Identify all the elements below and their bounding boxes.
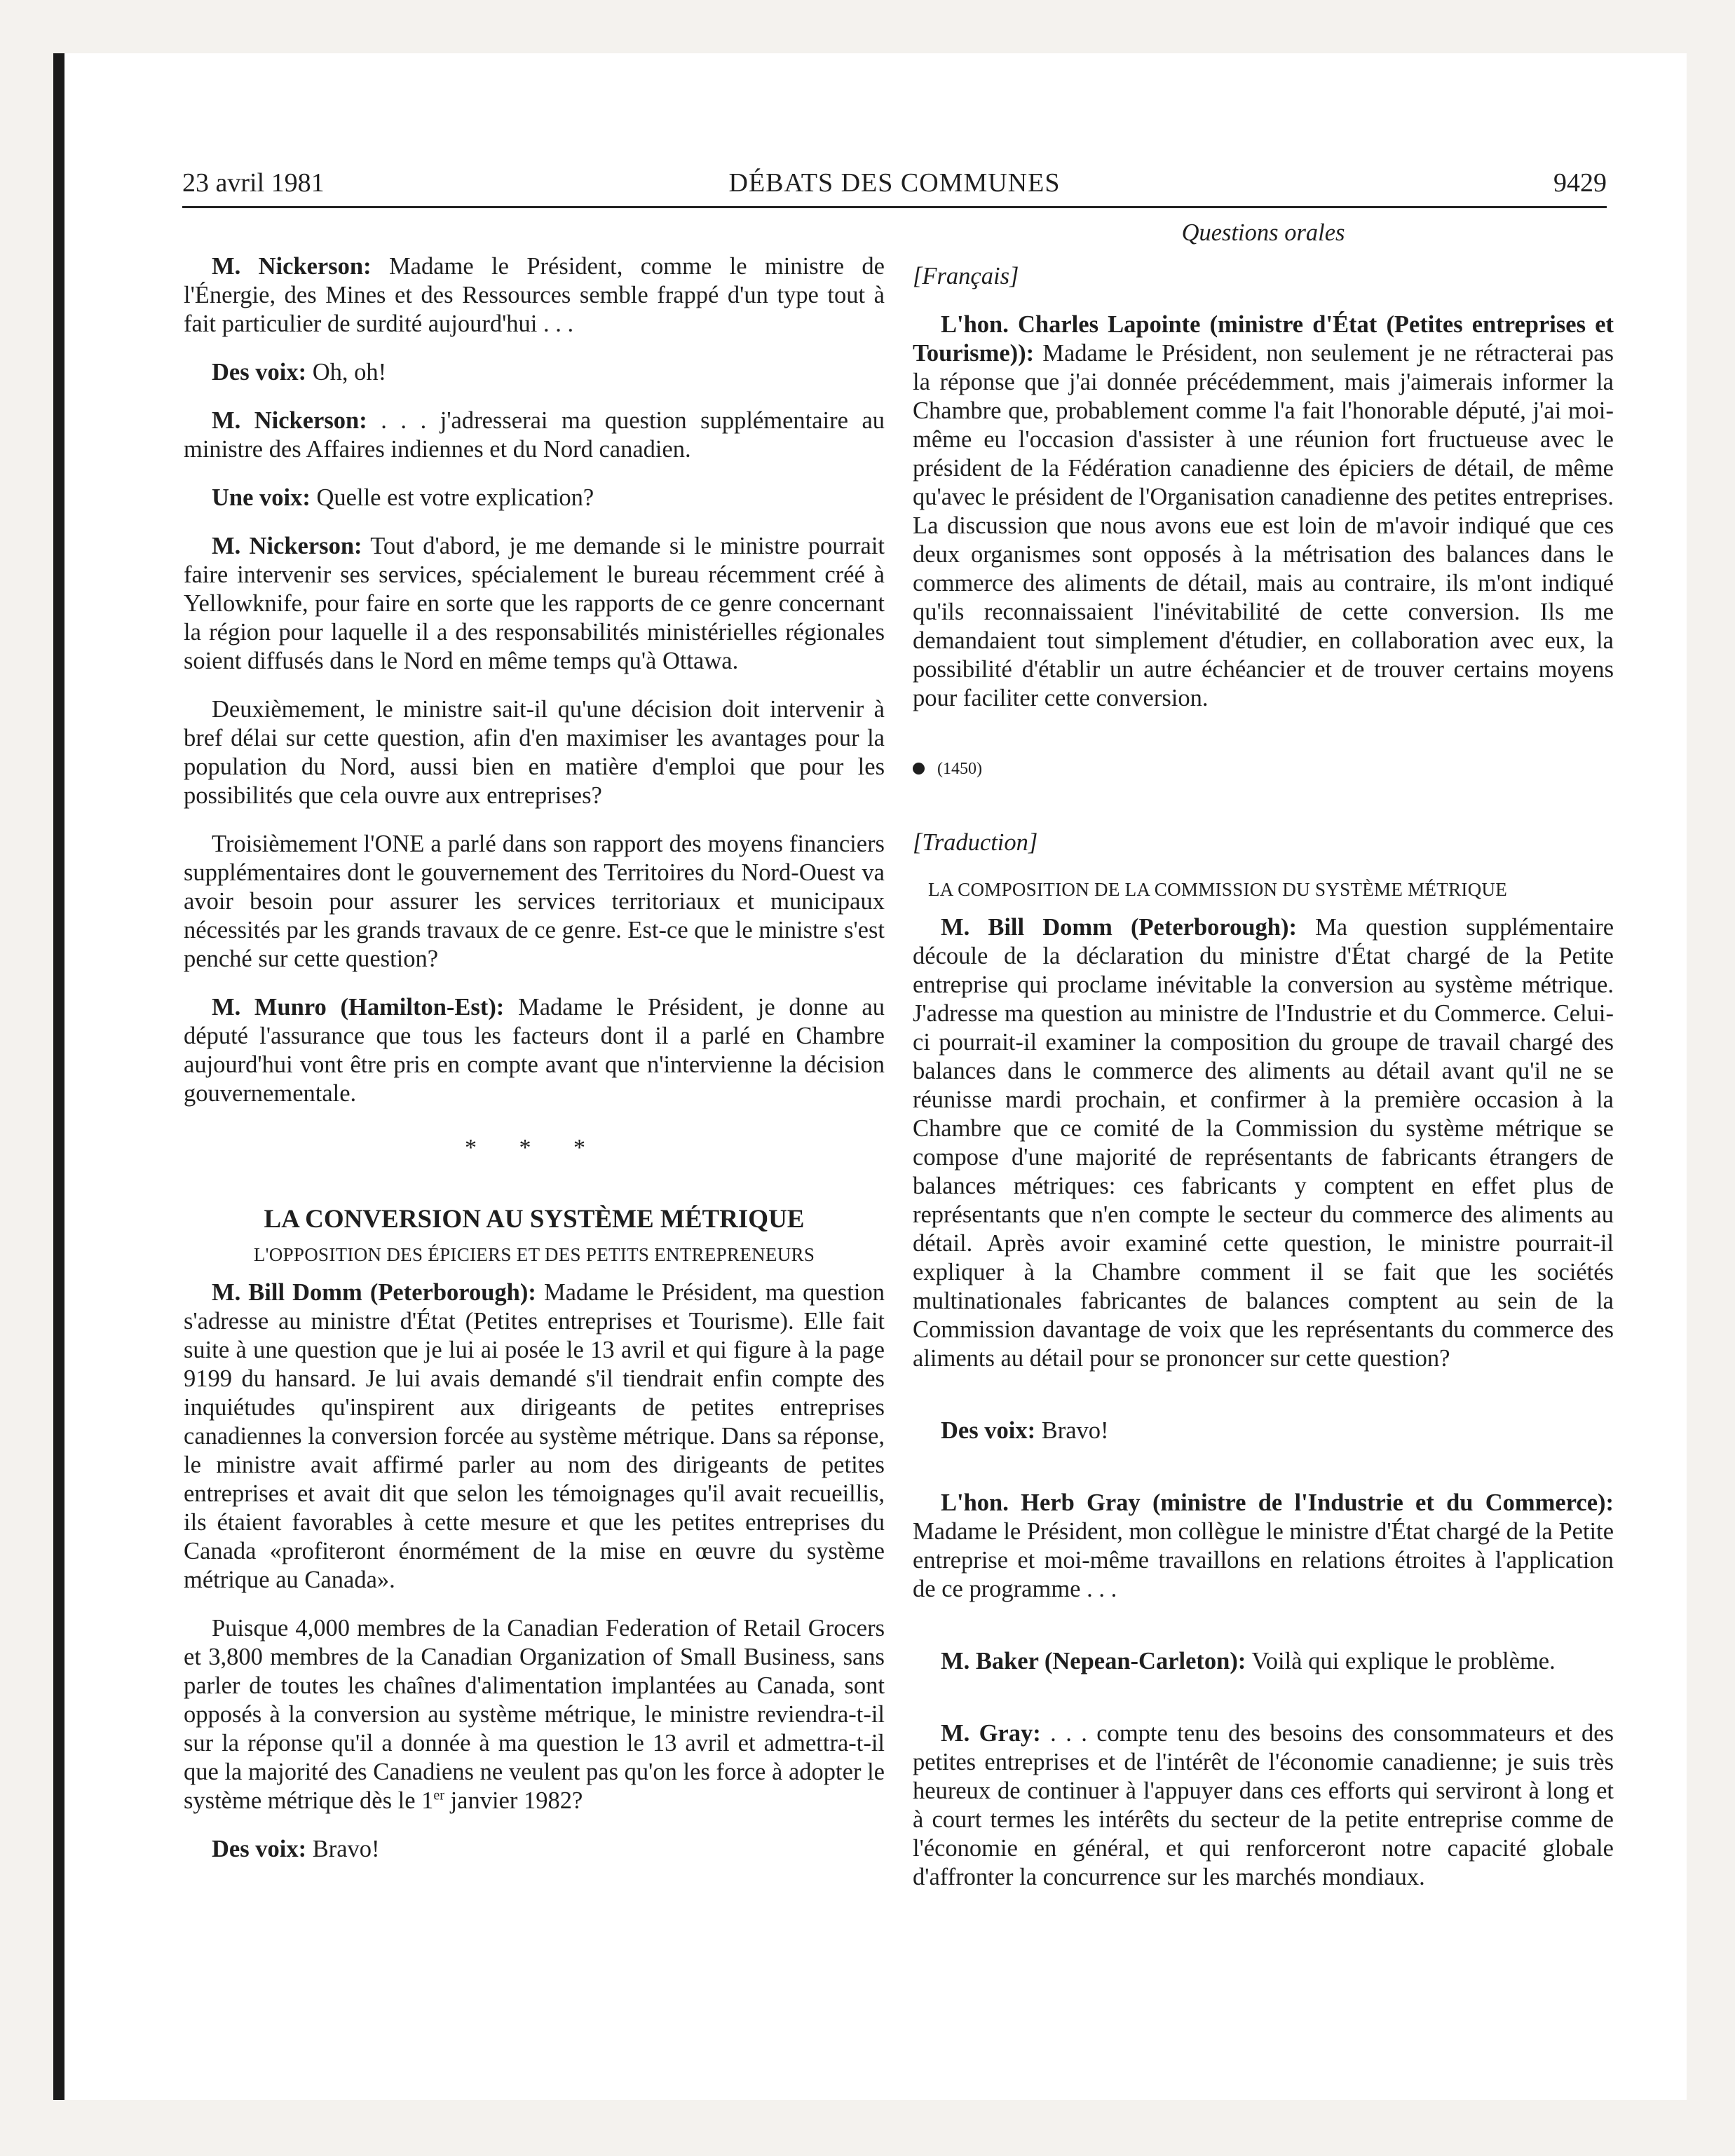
- timestamp-text: (1450): [937, 760, 982, 778]
- speech-text: Madame le Président, mon collègue le ministre d'État chargé de la Petite entreprise et moi-même travaillons en relations étroites à l'application de ce programme . . .: [913, 1518, 1614, 1602]
- speaker-name: Des voix:: [212, 1836, 307, 1862]
- paragraph: [913, 1417, 1614, 1445]
- speech-text: Madame le Président, je donne au député l'assurance que tous les facteurs dont il a parlé en Chambre aujourd'hui vont être pris en compte avant que n'intervienne la décision gouvernementale.: [184, 994, 885, 1107]
- paragraph: [913, 913, 1614, 1373]
- speech-text: Tout d'abord, je me demande si le ministre pourrait faire intervenir ses services, spécialement le bureau récemment créé à Yellowknife, pour faire en sorte que les rapports de ce genre concernant la région pour laquelle il a des responsabilités ministérielles régionales soient diffusés dans le Nord en même temps qu'à Ottawa.: [184, 533, 885, 674]
- speaker-name: Des voix:: [941, 1417, 1036, 1444]
- right-column: [913, 210, 1614, 1911]
- left-column: [184, 210, 885, 1883]
- page-number: 9429: [1553, 168, 1607, 198]
- speech-text: Quelle est votre explication?: [316, 484, 594, 511]
- speaker-name: M. Nickerson:: [212, 253, 372, 280]
- section-heading: LA CONVERSION AU SYSTÈME MÉTRIQUE: [264, 1205, 805, 1234]
- speech-text: Madame le Président, comme le ministre de l'Énergie, des Mines et des Ressources semble frappé d'un type tout à fait particulier de surdité aujourd'hui . . .: [184, 253, 885, 337]
- section-separator: * * *: [465, 1135, 604, 1161]
- paragraph: Troisièmement l'ONE a parlé dans son rapport des moyens financiers supplémentaires dont le gouvernement des Territoires du Nord-Ouest va avoir besoin pour assurer les services territoriaux et municipaux nécessités par les grands travaux de ce genre. Est-ce que le ministre s'est penché sur cette question?: [184, 831, 885, 972]
- paragraph: [184, 407, 885, 464]
- speaker-name: M. Gray:: [941, 1720, 1041, 1747]
- speech-text: . . . j'adresserai ma question supplémentaire au ministre des Affaires indiennes et du Nord canadien.: [184, 407, 885, 463]
- speaker-name: Une voix:: [212, 484, 311, 511]
- speech-text: Bravo!: [312, 1836, 380, 1862]
- scan-edge: [53, 53, 64, 2100]
- bullet-icon: [913, 763, 925, 775]
- speaker-name: M. Nickerson:: [212, 533, 362, 559]
- paragraph: [913, 1647, 1614, 1676]
- speech-text: Madame le Président, ma question s'adresse au ministre d'État (Petites entreprises et Tourisme). Elle fait suite à une question que je lui ai posée le 13 avril et qui figure à la page 9199 du hansard. Je lui avais demandé s'il tiendrait enfin compte des inquiétudes qu'inspirent aux dirigeants de petites entreprises canadiennes la conversion forcée au système métrique. Dans sa réponse, le ministre avait affirmé parler au nom des dirigeants de petites entreprises et avait dit que selon les témoignages qu'il avait recueillis, ils étaient favorables à cette mesure et que les petites entreprises du Canada «profiteront énormément de la mise en œuvre du système métrique au Canada».: [184, 1279, 885, 1593]
- paragraph: [913, 311, 1614, 713]
- superscript: er: [433, 1787, 444, 1803]
- speaker-name: M. Baker (Nepean-Carleton):: [941, 1648, 1246, 1674]
- paragraph: [184, 532, 885, 676]
- speech-text: Oh, oh!: [312, 359, 387, 386]
- speaker-name: M. Bill Domm (Peterborough):: [941, 914, 1297, 941]
- paragraph: [184, 1835, 885, 1864]
- speaker-name: L'hon. Charles Lapointe (ministre d'État (Petites entreprises et Tourisme)):: [913, 311, 1614, 367]
- running-head: Questions orales: [1181, 219, 1345, 246]
- header-title: DÉBATS DES COMMUNES: [728, 168, 1061, 198]
- paragraph: [184, 1614, 885, 1815]
- speaker-name: M. Bill Domm (Peterborough):: [212, 1279, 536, 1306]
- speaker-name: Des voix:: [212, 359, 307, 386]
- paragraph: [184, 1278, 885, 1595]
- page-header: [182, 163, 1607, 208]
- speaker-name: M. Munro (Hamilton-Est):: [212, 994, 505, 1021]
- section-subheading: L'OPPOSITION DES ÉPICIERS ET DES PETITS ENTREPRENEURS: [253, 1244, 815, 1265]
- speaker-name: M. Nickerson:: [212, 407, 367, 434]
- speech-text: Puisque 4,000 membres de la Canadian Federation of Retail Grocers et 3,800 membres de la Canadian Organization of Small Business, sans parler de toutes les chaînes d'alimentation implantées au Canada, sont opposés à la conversion au système métrique, le ministre reviendra-t-il sur la réponse qu'il a donnée à ma question le 13 avril et admettra-t-il que la majorité des Canadiens ne veulent pas qu'on les force à adopter le système métrique dès le 1: [184, 1615, 885, 1814]
- section-subheading: LA COMPOSITION DE LA COMMISSION DU SYSTÈME MÉTRIQUE: [928, 879, 1508, 900]
- paragraph: [184, 484, 885, 512]
- speech-text: Voilà qui explique le problème.: [1251, 1648, 1556, 1674]
- paragraph: [184, 358, 885, 387]
- paragraph: Deuxièmement, le ministre sait-il qu'une décision doit intervenir à bref délai sur cette question, afin d'en maximiser les avantages pour la population du Nord, aussi bien en matière d'emploi que pour les possibilités que cela ouvre aux entreprises?: [184, 696, 885, 809]
- paragraph: [913, 1489, 1614, 1604]
- timestamp: [913, 755, 1614, 784]
- header-date: 23 avril 1981: [182, 168, 325, 198]
- paragraph: [184, 252, 885, 339]
- paragraph: [913, 1719, 1614, 1892]
- speech-text: janvier 1982?: [444, 1787, 583, 1814]
- language-marker: [Traduction]: [913, 829, 1038, 856]
- speech-text: Bravo!: [1041, 1417, 1109, 1444]
- speaker-name: L'hon. Herb Gray (ministre de l'Industrie et du Commerce):: [941, 1489, 1614, 1516]
- speech-text: Madame le Président, non seulement je ne rétracterai pas la réponse que j'ai donnée précédemment, mais j'aimerais informer la Chambre que, probablement comme l'a fait l'honorable député, j'ai moi-même eu l'occasion d'assister à une réunion fort fructueuse avec le président de la Fédération canadienne des épiciers de détail, de même qu'avec le président de l'Organisation canadienne des petites entreprises. La discussion que nous avons eue est loin de m'avoir indiqué que ces deux organismes sont opposés à la métrisation des balances dans le commerce des aliments de détail, mais au contraire, ils m'ont indiqué qu'ils reconnaissaient l'inévitabilité de cette conversion. Ils me demandaient tout simplement d'étudier, en collaboration avec eux, la possibilité d'établir un autre échéancier et de trouver certains moyens pour faciliter cette conversion.: [913, 340, 1614, 711]
- language-marker: [Français]: [913, 263, 1019, 289]
- speech-text: . . . compte tenu des besoins des consommateurs et des petites entreprises et de l'intérêt de l'économie canadienne; je suis très heureux de continuer à l'appuyer dans ces efforts qui serviront à long et à court termes les intérêts du secteur de la petite entreprise comme de l'économie en général, et qui renforceront notre capacité globale d'affronter la concurrence sur les marchés mondiaux.: [913, 1720, 1614, 1890]
- speech-text: Ma question supplémentaire découle de la déclaration du ministre d'État chargé de la Petite entreprise qui proclame inévitable la conversion au système métrique. J'adresse ma question au ministre de l'Industrie et du Commerce. Celui-ci pourrait-il examiner la composition du groupe de travail chargé des balances dans le commerce des aliments au détail avant qu'il ne se réunisse mardi prochain, et confirmer à la première occasion à la Chambre que ce comité de la Commission du système métrique se compose d'une majorité de représentants de fabricants étrangers de balances métriques: ces fabricants y comptent en effet plus de représentants que n'en compte le secteur du commerce des aliments au détail. Après avoir examiné cette question, le ministre pourrait-il expliquer à la Chambre comment il se fait que les sociétés multinationales fabricantes de balances comptent au sein de la Commission davantage de voix que les représentants du commerce des aliments au détail pour se prononcer sur cette question?: [913, 914, 1614, 1372]
- paragraph: [184, 993, 885, 1108]
